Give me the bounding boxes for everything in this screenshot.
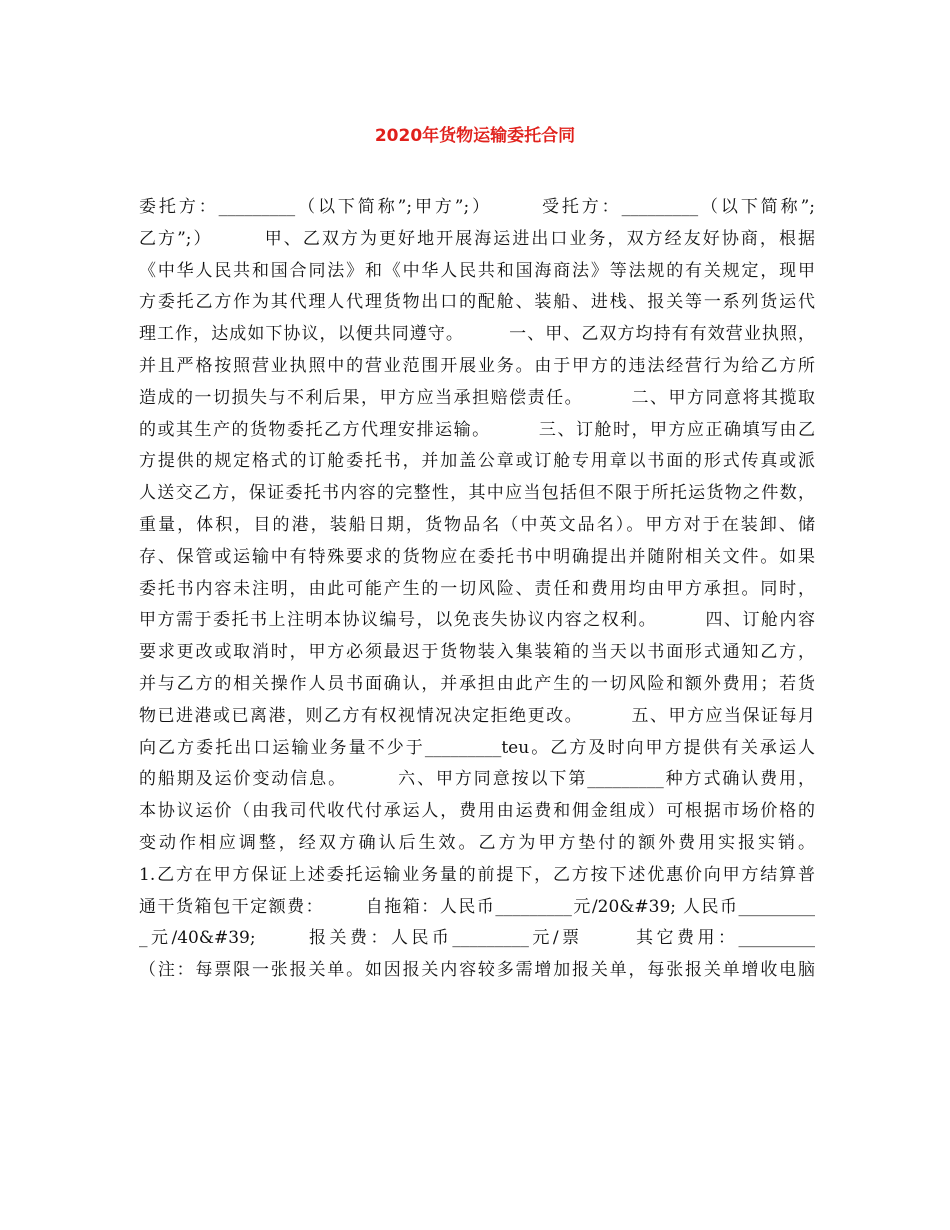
body-line: 《中华人民共和国合同法》和《中华人民共和国海商法》等法规的有关规定，现甲 — [139, 260, 815, 281]
body-line: 要求更改或取消时，甲方必须最迟于货物装入集装箱的当天以书面形式通知乙方， — [139, 642, 815, 663]
body-line: 物已进港或已离港，则乙方有权视情况决定拒绝更改。 五、甲方应当保证每月 — [139, 705, 815, 726]
document-body — [139, 192, 815, 987]
body-line: 1.乙方在甲方保证上述委托运输业务量的前提下，乙方按下述优惠价向甲方结算普 — [139, 864, 815, 885]
body-line: 造成的一切损失与不利后果，甲方应当承担赔偿责任。 二、甲方同意将其揽取 — [139, 387, 815, 408]
body-line: 向乙方委托出口运输业务量不少于_________teu。乙方及时向甲方提供有关承运人 — [139, 737, 815, 758]
body-line: 的或其生产的货物委托乙方代理安排运输。 三、订舱时，甲方应正确填写由乙 — [139, 419, 815, 440]
body-line: 乙方”;） 甲、乙双方为更好地开展海运进出口业务，双方经友好协商，根据 — [139, 228, 815, 249]
body-line: 重量，体积，目的港，装船日期，货物品名（中英文品名）。甲方对于在装卸、储 — [139, 514, 815, 535]
body-line: 人送交乙方，保证委托书内容的完整性，其中应当包括但不限于所托运货物之件数， — [139, 483, 815, 504]
body-line: 委托方：_________（以下简称”;甲方”;） 受托方：_________（以下简称”; — [139, 197, 815, 217]
body-line: 并且严格按照营业执照中的营业范围开展业务。由于甲方的违法经营行为给乙方所 — [139, 355, 815, 376]
body-line: _元/40&#39; 报关费：人民币_________元/票 其它费用：_________ — [139, 928, 815, 949]
body-line: 方提供的规定格式的订舱委托书，并加盖公章或订舱专用章以书面的形式传真或派 — [139, 451, 815, 472]
body-line: 甲方需于委托书上注明本协议编号，以免丧失协议内容之权利。 四、订舱内容 — [139, 610, 815, 631]
body-line: （注：每票限一张报关单。如因报关内容较多需增加报关单，每张报关单增收电脑 — [139, 960, 815, 981]
body-line: 存、保管或运输中有特殊要求的货物应在委托书中明确提出并随附相关文件。如果 — [139, 546, 815, 567]
body-line: 方委托乙方作为其代理人代理货物出口的配舱、装船、进栈、报关等一系列货运代 — [139, 292, 815, 313]
document-title: 2020年货物运输委托合同 — [374, 126, 576, 146]
body-line: 通干货箱包干定额费： 自拖箱：人民币_________元/20&#39; 人民币_________ — [139, 896, 815, 917]
body-line: 理工作，达成如下协议，以便共同遵守。 一、甲、乙双方均持有有效营业执照， — [139, 324, 815, 345]
body-line: 委托书内容未注明，由此可能产生的一切风险、责任和费用均由甲方承担。同时， — [139, 578, 815, 599]
body-line: 变动作相应调整，经双方确认后生效。乙方为甲方垫付的额外费用实报实销。 — [139, 832, 815, 853]
body-line: 的船期及运价变动信息。 六、甲方同意按以下第_________种方式确认费用， — [139, 769, 815, 790]
body-line: 本协议运价（由我司代收代付承运人，费用由运费和佣金组成）可根据市场价格的 — [139, 801, 815, 822]
body-line: 并与乙方的相关操作人员书面确认，并承担由此产生的一切风险和额外费用；若货 — [139, 673, 815, 694]
